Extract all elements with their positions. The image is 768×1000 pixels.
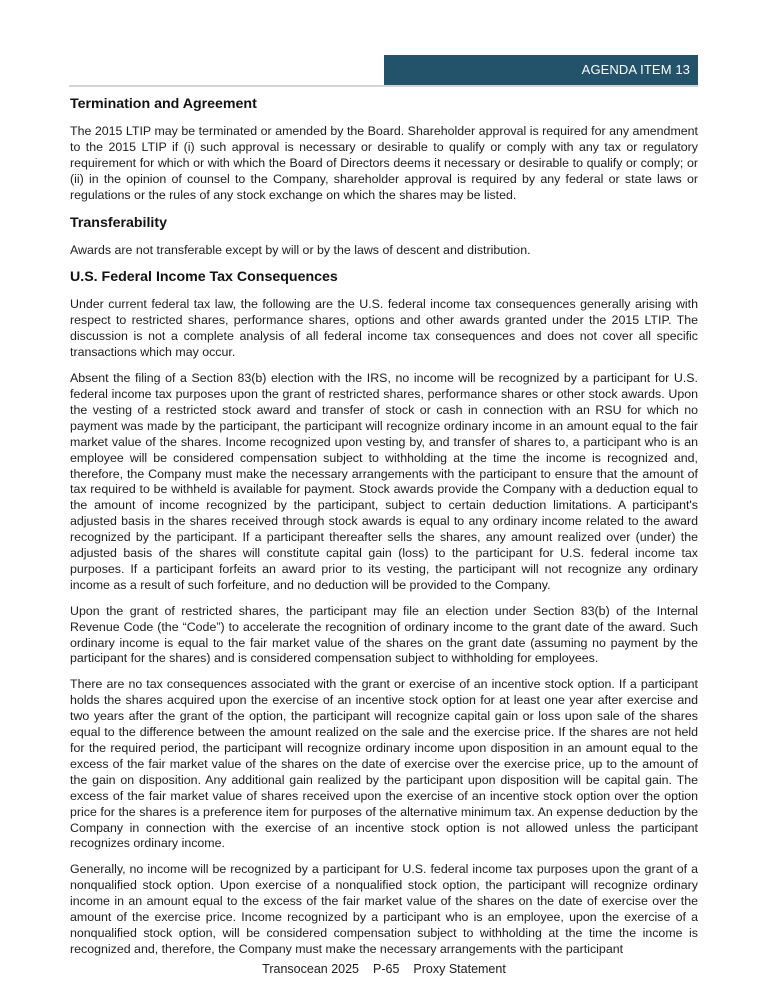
section-termination-and-agreement xyxy=(70,94,698,204)
page-footer xyxy=(0,962,768,976)
section-heading: U.S. Federal Income Tax Consequences xyxy=(70,269,338,286)
section-heading: Termination and Agreement xyxy=(70,96,257,112)
agenda-item-banner xyxy=(384,55,698,85)
section-us-federal-income-tax-consequences xyxy=(70,267,698,957)
header-divider xyxy=(69,85,698,87)
footer-company: Transocean 2025 xyxy=(262,962,359,976)
footer-document-title: Proxy Statement xyxy=(413,962,506,976)
footer-page-number: P-65 xyxy=(373,962,400,976)
document-body xyxy=(70,94,698,958)
paragraph: Awards are not transferable except by will or by the laws of descent and distribution. xyxy=(70,242,531,257)
section-transferability xyxy=(70,213,698,259)
section-heading: Transferability xyxy=(70,214,167,231)
paragraph: There are no tax consequences associated with the grant or exercise of an incentive stock option. If a participant holds the shares acquired upon the exercise of an incentive stock option for at least one year after exercise and two years after the grant of the option, the participant will recognize capital gain or loss upon sale of the shares equal to the difference between the amount realized on the sale and the exercise price. If the shares are not held for the required period, the participant will recognize ordinary income upon disposition in an amount equal to the excess of the fair market value of the shares on the date of exercise over the exercise price, up to the amount of the gain on disposition. Any additional gain realized by the participant upon disposition will be capital gain. The excess of the fair market value of shares received upon the exercise of an incentive stock option over the option price for the shares is a preference item for purposes of the alternative minimum tax. An expense deduction by the Company in connection with the exercise of an incentive stock option is not allowed unless the participant recognizes ordinary income. xyxy=(70,677,698,851)
paragraph: Under current federal tax law, the following are the U.S. federal income tax consequences generally arising with respect to restricted shares, performance shares, options and other awards granted under the 2015 LTIP. The discussion is not a complete analysis of all federal income tax consequences and does not cover all specific transactions which may occur. xyxy=(70,297,698,360)
paragraph: The 2015 LTIP may be terminated or amended by the Board. Shareholder approval is required for any amendment to the 2015 LTIP if (i) such approval is necessary or desirable to qualify or comply with any tax or regulatory requirement for which or with which the Board of Directors deems it necessary or desirable to qualify or comply; or (ii) in the opinion of counsel to the Company, shareholder approval is required by any federal or state laws or regulations or the rules of any stock exchange on which the shares may be listed. xyxy=(70,124,698,202)
paragraph: Generally, no income will be recognized by a participant for U.S. federal income tax purposes upon the grant of a nonqualified stock option. Upon exercise of a nonqualified stock option, the participant will recognize ordinary income in an amount equal to the excess of the fair market value of the shares on the date of exercise over the amount of the exercise price. Income recognized by a participant who is an employee, upon the exercise of a nonqualified stock option, will be considered compensation subject to withholding at the time the income is recognized and, therefore, the Company must make the necessary arrangements with the participant xyxy=(70,862,698,956)
agenda-item-label: AGENDA ITEM 13 xyxy=(581,62,690,77)
paragraph: Upon the grant of restricted shares, the participant may file an election under Section 83(b) of the Internal Revenue Code (the “Code”) to accelerate the recognition of ordinary income to the grant date of the award. Such ordinary income is equal to the fair market value of the shares on the grant date (assuming no payment by the participant for the shares) and is considered compensation subject to withholding for employees. xyxy=(70,603,698,666)
paragraph: Absent the filing of a Section 83(b) election with the IRS, no income will be recognized by a participant for U.S. federal income tax purposes upon the grant of restricted shares, performance shares or other stock awards. Upon the vesting of a restricted stock award and transfer of stock or cash in connection with an RSU for which no payment was made by the participant, the participant will recognize ordinary income in an amount equal to the fair market value of the shares. Income recognized upon vesting by, and transfer of shares to, a participant who is an employee will be considered compensation subject to withholding at the time the income is recognized and, therefore, the Company must make the necessary arrangements with the participant to ensure that the amount of tax required to be withheld is available for payment. Stock awards provide the Company with a deduction equal to the amount of income recognized by the participant, subject to certain deduction limitations. A participant's adjusted basis in the shares received through stock awards is equal to any ordinary income related to the award recognized by the participant. If a participant thereafter sells the shares, any amount realized over (under) the adjusted basis of the shares will constitute capital gain (loss) to the participant for U.S. federal income tax purposes. If a participant forfeits an award prior to its vesting, the participant will not recognize any ordinary income as a result of such forfeiture, and no deduction will be provided to the Company. xyxy=(70,371,698,592)
